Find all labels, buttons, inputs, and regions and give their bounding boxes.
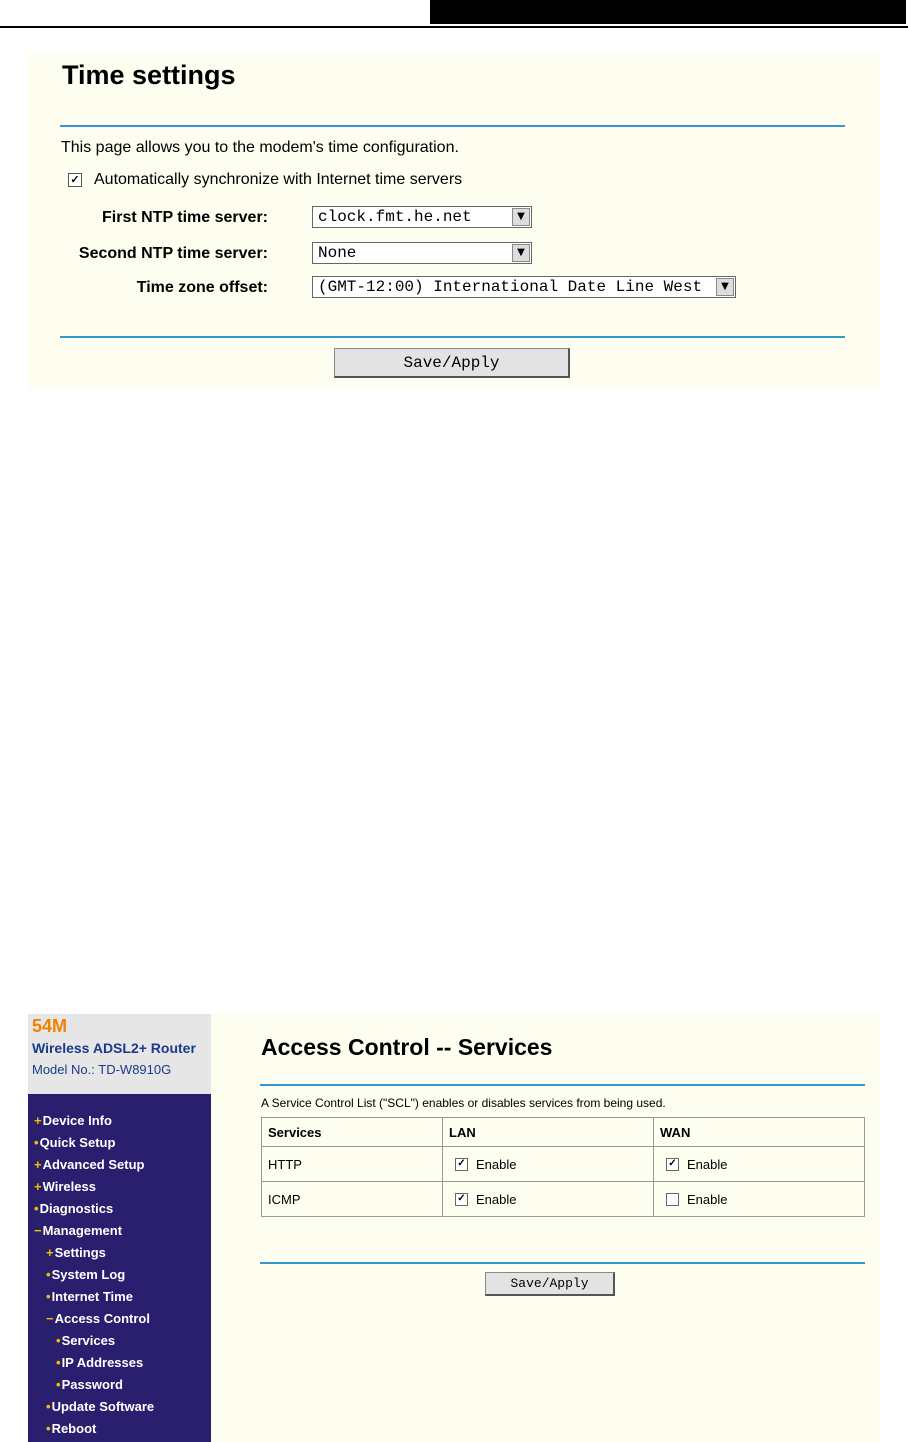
sidebar-item-label: Password	[61, 1377, 123, 1392]
sidebar-item[interactable]	[46, 1289, 133, 1304]
sidebar-item-label: Diagnostics	[39, 1201, 114, 1216]
sidebar-item[interactable]	[46, 1267, 125, 1282]
sidebar-item[interactable]	[46, 1421, 96, 1436]
table-header-row	[262, 1118, 865, 1147]
bullet-icon: •	[46, 1399, 51, 1414]
column-header: LAN	[443, 1118, 654, 1147]
timezone-value: (GMT-12:00) International Date Line West	[318, 278, 703, 296]
lan-enable-checkbox[interactable]	[455, 1158, 468, 1171]
time-settings-panel	[28, 54, 880, 390]
services-table	[261, 1117, 865, 1217]
enable-label: Enable	[687, 1156, 728, 1172]
lan-cell	[443, 1147, 654, 1182]
sidebar-item-label: Services	[61, 1333, 116, 1348]
sidebar-item-label: Reboot	[51, 1421, 97, 1436]
bullet-icon: +	[34, 1113, 42, 1128]
sidebar-item[interactable]	[46, 1311, 150, 1326]
checkmark-icon: ✓	[457, 1158, 466, 1169]
lan-enable-control	[449, 1157, 647, 1172]
model-number	[32, 1062, 171, 1077]
sidebar-item[interactable]	[34, 1201, 113, 1216]
access-control-panel	[211, 1014, 880, 1442]
sidebar-item-label: Quick Setup	[39, 1135, 116, 1150]
auto-sync-checkbox[interactable]	[68, 173, 82, 187]
bullet-icon: •	[46, 1421, 51, 1436]
checkmark-icon: ✓	[457, 1193, 466, 1204]
column-header: Services	[262, 1118, 443, 1147]
document-header-bar	[430, 0, 906, 24]
divider-top	[60, 125, 845, 127]
bullet-icon: +	[34, 1157, 42, 1172]
sidebar-item-label: Update Software	[51, 1399, 155, 1414]
sidebar-item[interactable]	[34, 1135, 115, 1150]
dropdown-arrow-icon[interactable]: ▼	[716, 278, 734, 296]
first-ntp-label: First NTP time server:	[102, 209, 268, 226]
sidebar-item[interactable]	[46, 1399, 154, 1414]
column-header: WAN	[654, 1118, 865, 1147]
timezone-select[interactable]	[312, 276, 736, 298]
sidebar-item[interactable]	[34, 1113, 112, 1128]
sidebar-item-label: Device Info	[42, 1113, 112, 1128]
second-ntp-label: Second NTP time server:	[78, 245, 268, 262]
model-label: Model No.:	[32, 1062, 95, 1077]
wan-cell	[654, 1182, 865, 1217]
lan-cell	[443, 1182, 654, 1217]
dropdown-arrow-icon[interactable]: ▼	[512, 244, 530, 262]
enable-label: Enable	[687, 1191, 728, 1207]
table-row	[262, 1182, 865, 1217]
sidebar-item[interactable]	[34, 1223, 122, 1238]
sidebar-item-label: System Log	[51, 1267, 126, 1282]
sidebar-item[interactable]	[56, 1377, 123, 1392]
bullet-icon: •	[56, 1333, 61, 1348]
bullet-icon: −	[46, 1311, 54, 1326]
lan-enable-control	[449, 1192, 647, 1207]
bullet-icon: •	[46, 1289, 51, 1304]
checkmark-icon: ✓	[70, 173, 80, 186]
save-apply-button[interactable]: Save/Apply	[334, 348, 570, 378]
first-ntp-select[interactable]	[312, 206, 532, 228]
divider-bottom	[60, 336, 845, 338]
wan-cell	[654, 1147, 865, 1182]
second-ntp-value: None	[318, 244, 357, 262]
page-description: This page allows you to the modem's time configuration.	[61, 139, 459, 156]
save-apply-button[interactable]: Save/Apply	[485, 1272, 615, 1296]
sidebar-item-label: Advanced Setup	[42, 1157, 145, 1172]
wan-enable-control	[660, 1157, 858, 1172]
divider-top	[260, 1084, 865, 1086]
sidebar-item-label: Internet Time	[51, 1289, 133, 1304]
bullet-icon: +	[46, 1245, 54, 1260]
enable-label: Enable	[476, 1191, 517, 1207]
bullet-icon: •	[34, 1201, 39, 1216]
model-value: TD-W8910G	[98, 1062, 172, 1077]
sidebar-item[interactable]	[46, 1245, 106, 1260]
wan-enable-checkbox[interactable]	[666, 1193, 679, 1206]
sidebar-item-label: Access Control	[54, 1311, 150, 1326]
page-title: Time settings	[62, 60, 236, 90]
wan-enable-control	[660, 1192, 858, 1207]
sidebar-item-label: IP Addresses	[61, 1355, 144, 1370]
sidebar-item[interactable]	[34, 1157, 144, 1172]
bullet-icon: •	[34, 1135, 39, 1150]
brand-block	[28, 1014, 211, 1094]
dropdown-arrow-icon[interactable]: ▼	[512, 208, 530, 226]
brand-speed: 54M	[32, 1016, 68, 1036]
auto-sync-label: Automatically synchronize with Internet time servers	[94, 171, 463, 188]
bullet-icon: +	[34, 1179, 42, 1194]
sidebar-item-label: Management	[42, 1223, 123, 1238]
page-description: A Service Control List ("SCL") enables or disables services from being used.	[261, 1096, 666, 1110]
sidebar	[28, 1014, 211, 1442]
bullet-icon: −	[34, 1223, 42, 1238]
timezone-label: Time zone offset:	[136, 279, 268, 296]
auto-sync-row	[68, 171, 462, 189]
sidebar-item[interactable]	[56, 1355, 143, 1370]
bullet-icon: •	[46, 1267, 51, 1282]
bullet-icon: •	[56, 1377, 61, 1392]
wan-enable-checkbox[interactable]	[666, 1158, 679, 1171]
second-ntp-select[interactable]	[312, 242, 532, 264]
sidebar-item-label: Settings	[54, 1245, 106, 1260]
bullet-icon: •	[56, 1355, 61, 1370]
page-title: Access Control -- Services	[261, 1034, 553, 1060]
sidebar-item-label: Wireless	[42, 1179, 96, 1194]
enable-label: Enable	[476, 1156, 517, 1172]
table-row	[262, 1147, 865, 1182]
sidebar-item[interactable]	[56, 1333, 115, 1348]
divider-bottom	[260, 1262, 865, 1264]
checkmark-icon: ✓	[668, 1158, 677, 1169]
lan-enable-checkbox[interactable]	[455, 1193, 468, 1206]
brand-model: Wireless ADSL2+ Router	[32, 1040, 196, 1056]
document-header-rule	[0, 26, 908, 28]
service-name: HTTP	[262, 1147, 443, 1182]
service-name: ICMP	[262, 1182, 443, 1217]
first-ntp-value: clock.fmt.he.net	[318, 208, 472, 226]
sidebar-item[interactable]	[34, 1179, 96, 1194]
